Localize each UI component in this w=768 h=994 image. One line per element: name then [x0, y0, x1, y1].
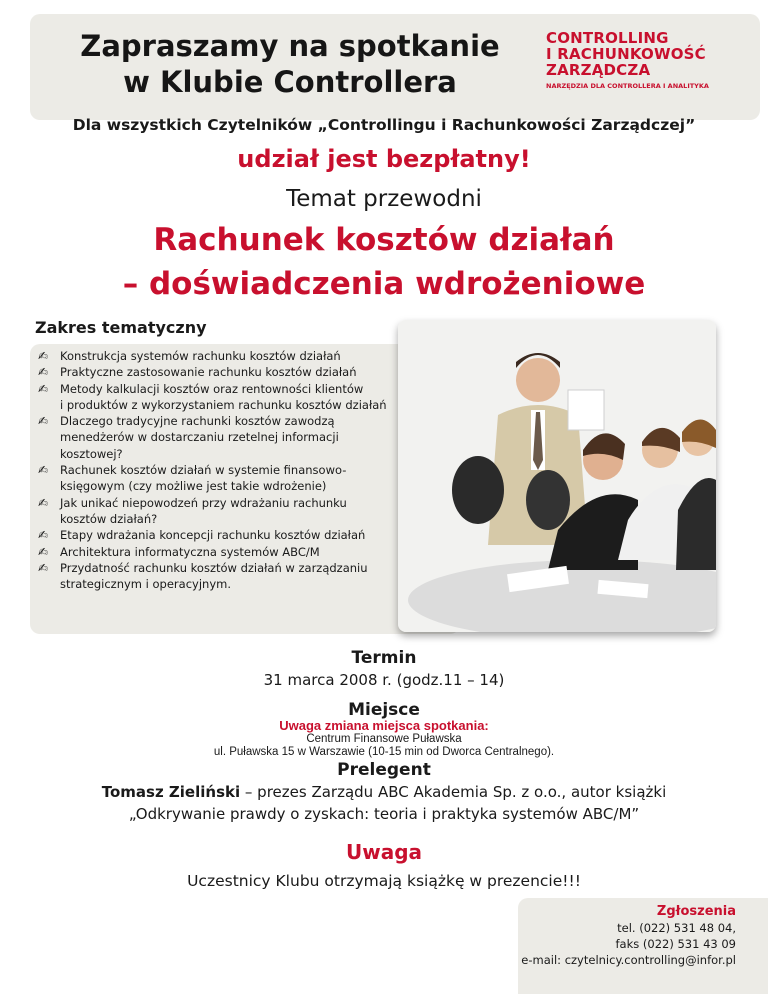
registration-info [521, 904, 736, 968]
pen-icon: ✍ [38, 365, 49, 380]
pen-icon: ✍ [38, 560, 49, 575]
list-item [38, 527, 458, 543]
theme-title-line1: Rachunek kosztów działań [153, 222, 615, 258]
speaker-info [0, 781, 768, 825]
pen-icon: ✍ [38, 495, 49, 510]
uwaga-label: Uwaga [345, 840, 423, 864]
topic-line: Metody kalkulacji kosztów oraz rentowności klientów [60, 381, 364, 396]
topic-line: menedżerów w dostarczaniu rzetelnej informacji [60, 430, 339, 445]
registration-label: Zgłoszenia [656, 904, 736, 919]
topic-line: Etapy wdrażania koncepcji rachunku kosztów działań [60, 528, 366, 543]
uwaga-text: Uczestnicy Klubu otrzymają książkę w prezencie!!! [187, 872, 581, 890]
venue-name: Centrum Finansowe Puławska [306, 733, 462, 745]
topic-line: Praktyczne zastosowanie rachunku kosztów działań [60, 365, 357, 380]
pen-icon: ✍ [38, 463, 49, 478]
topic-line: kosztów działań? [60, 511, 158, 526]
topics-list [38, 348, 458, 592]
termin-label: Termin [351, 648, 417, 668]
list-item [38, 364, 458, 380]
topic-line: księgowym (czy możliwe jest takie wdrożenie) [60, 479, 327, 494]
topic-line: i produktów z wykorzystaniem rachunku kosztów działań [60, 397, 387, 412]
registration-tel: tel. (022) 531 48 04, [617, 921, 736, 935]
list-item [38, 544, 458, 560]
pen-icon: ✍ [38, 528, 49, 543]
audience-line: Dla wszystkich Czytelników „Controllingu i Rachunkowości Zarządczej” [72, 116, 696, 134]
scope-label: Zakres tematyczny [35, 318, 207, 337]
logo-tagline: NARZĘDZIA DLA CONTROLLERA I ANALITYKA [546, 82, 709, 90]
termin-value: 31 marca 2008 r. (godz.11 – 14) [263, 671, 505, 689]
list-item [38, 413, 458, 462]
theme-label: Temat przewodni [286, 186, 482, 212]
miejsce-label: Miejsce [348, 700, 420, 720]
list-item [38, 560, 458, 593]
venue-address: ul. Puławska 15 w Warszawie (10-15 min od Dworca Centralnego). [213, 746, 555, 758]
registration-email[interactable]: e-mail: czytelnicy.controlling@infor.pl [521, 953, 736, 967]
list-item [38, 495, 458, 528]
topic-line: Przydatność rachunku kosztów działań w zarządzaniu [60, 560, 368, 575]
speaker-description: – prezes Zarządu ABC Akademia Sp. z o.o., autor książki [244, 783, 667, 801]
topic-line: kosztowej? [60, 446, 123, 461]
topic-line: strategicznym i operacyjnym. [60, 577, 231, 592]
magazine-logo [546, 30, 756, 91]
speaker-line1 [0, 781, 768, 803]
venue-change-note: Uwaga zmiana miejsca spotkania: [279, 718, 489, 733]
topic-line: Dlaczego tradycyjne rachunki kosztów zawodzą [60, 414, 335, 429]
header-title-line1: Zapraszamy na spotkanie [80, 29, 500, 63]
pen-icon: ✍ [38, 414, 49, 429]
theme-title [0, 218, 768, 306]
registration-fax: faks (022) 531 43 09 [615, 937, 736, 951]
topic-line: Architektura informatyczna systemów ABC/M [60, 544, 320, 559]
speaker-name: Tomasz Zieliński [101, 783, 241, 801]
prelegent-label: Prelegent [337, 760, 431, 780]
list-item [38, 462, 458, 495]
header-title [40, 28, 540, 100]
logo-line1: CONTROLLING [546, 29, 669, 47]
logo-line2: I RACHUNKOWOŚĆ [546, 45, 706, 63]
topic-line: Jak unikać niepowodzeń przy wdrażaniu rachunku [60, 495, 347, 510]
pen-icon: ✍ [38, 349, 49, 363]
list-item [38, 348, 458, 364]
theme-title-line2: – doświadczenia wdrożeniowe [122, 266, 646, 302]
logo-line3: ZARZĄDCZA [546, 61, 651, 79]
pen-icon: ✍ [38, 544, 49, 559]
speaker-book: „Odkrywanie prawdy o zyskach: teoria i praktyka systemów ABC/M” [128, 805, 640, 823]
topic-line: Konstrukcja systemów rachunku kosztów działań [60, 349, 341, 363]
free-note: udział jest bezpłatny! [237, 145, 531, 173]
pen-icon: ✍ [38, 381, 49, 396]
header-title-line2: w Klubie Controllera [123, 65, 457, 99]
topic-line: Rachunek kosztów działań w systemie finansowo- [60, 463, 347, 478]
list-item [38, 381, 458, 414]
